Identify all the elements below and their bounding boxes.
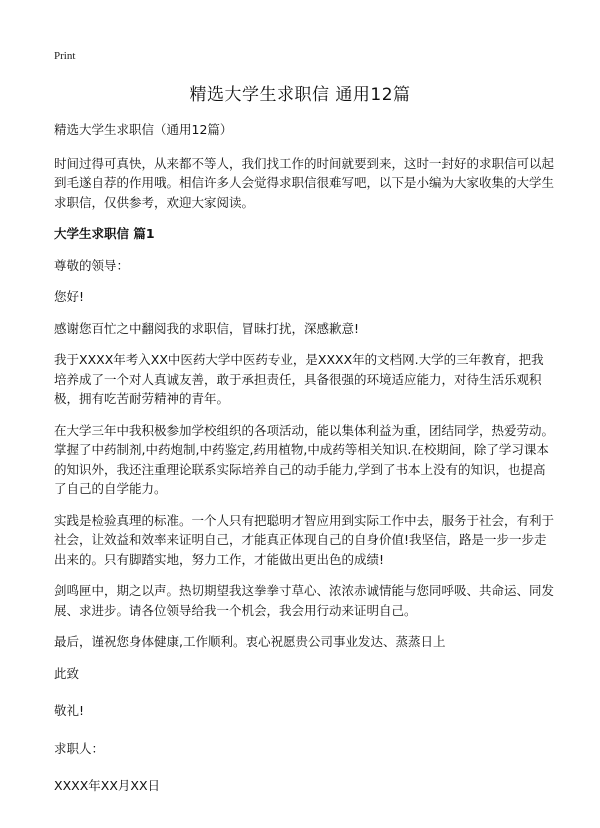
closing-salute: 敬礼! [54, 703, 85, 718]
signature-label: 求职人： [54, 740, 105, 756]
body-paragraph: 实践是检验真理的标准。一个人只有把聪明才智应用到实际工作中去，服务于社会，有利于社会，让效益和效率来证明自己，才能真正体现自己的自身价值!我坚信，路是一步一步走出来的。只有脚踏实地，努力工作，才能做出更出色的成绩! [54, 512, 555, 567]
body-paragraph: 剑鸣匣中，期之以声。热切期望我这拳拳寸草心、浓浓赤诚情能与您同呼吸、共命运、同发展、求进步。请各位领导给我一个机会，我会用行动来证明自己。 [54, 583, 555, 618]
hello-line: 您好! [54, 289, 85, 304]
section-heading: 大学生求职信 篇1 [54, 226, 155, 241]
body-paragraph: 在大学三年中我积极参加学校组织的各项活动，能以集体利益为重，团结同学，热爱劳动。掌握了中药制剂,中药炮制,中药鉴定,药用植物,中成药等相关知识.在校期间，除了学习课本的知识外，我还注重理论联系实际培养自己的动手能力,学到了书本上没有的知识，也提高了自己的自学能力。 [54, 422, 555, 496]
greeting: 尊敬的领导： [54, 257, 130, 273]
document-body [54, 120, 554, 814]
page-title: 精选大学生求职信 通用12篇 [189, 85, 411, 105]
body-paragraph: 我于XXXX年考入XX中医药大学中医药专业，是XXXX年的文档网.大学的三年教育，把我培养成了一个对人真诚友善，敢于承担责任，具备很强的环境适应能力，对待生活乐观积极，拥有吃苦耐劳精神的青年。 [54, 352, 544, 406]
document-subtitle: 精选大学生求职信（通用12篇） [54, 122, 233, 137]
body-paragraph: 最后，谨祝您身体健康,工作顺利。衷心祝愿贵公司事业发达、蒸蒸日上 [54, 634, 446, 649]
print-link[interactable]: Print [54, 50, 76, 62]
signature-date: XXXX年XX月XX日 [54, 778, 161, 793]
body-paragraph: 感谢您百忙之中翻阅我的求职信，冒昧打扰，深感歉意! [54, 320, 360, 336]
intro-paragraph: 时间过得可真快，从来都不等人，我们找工作的时间就要到来，这时一封好的求职信可以起到毛遂自荐的作用哦。相信许多人会觉得求职信很难写吧，以下是小编为大家收集的大学生求职信，仅供参考，欢迎大家阅读。 [54, 155, 555, 210]
closing-line: 此致 [54, 665, 80, 681]
